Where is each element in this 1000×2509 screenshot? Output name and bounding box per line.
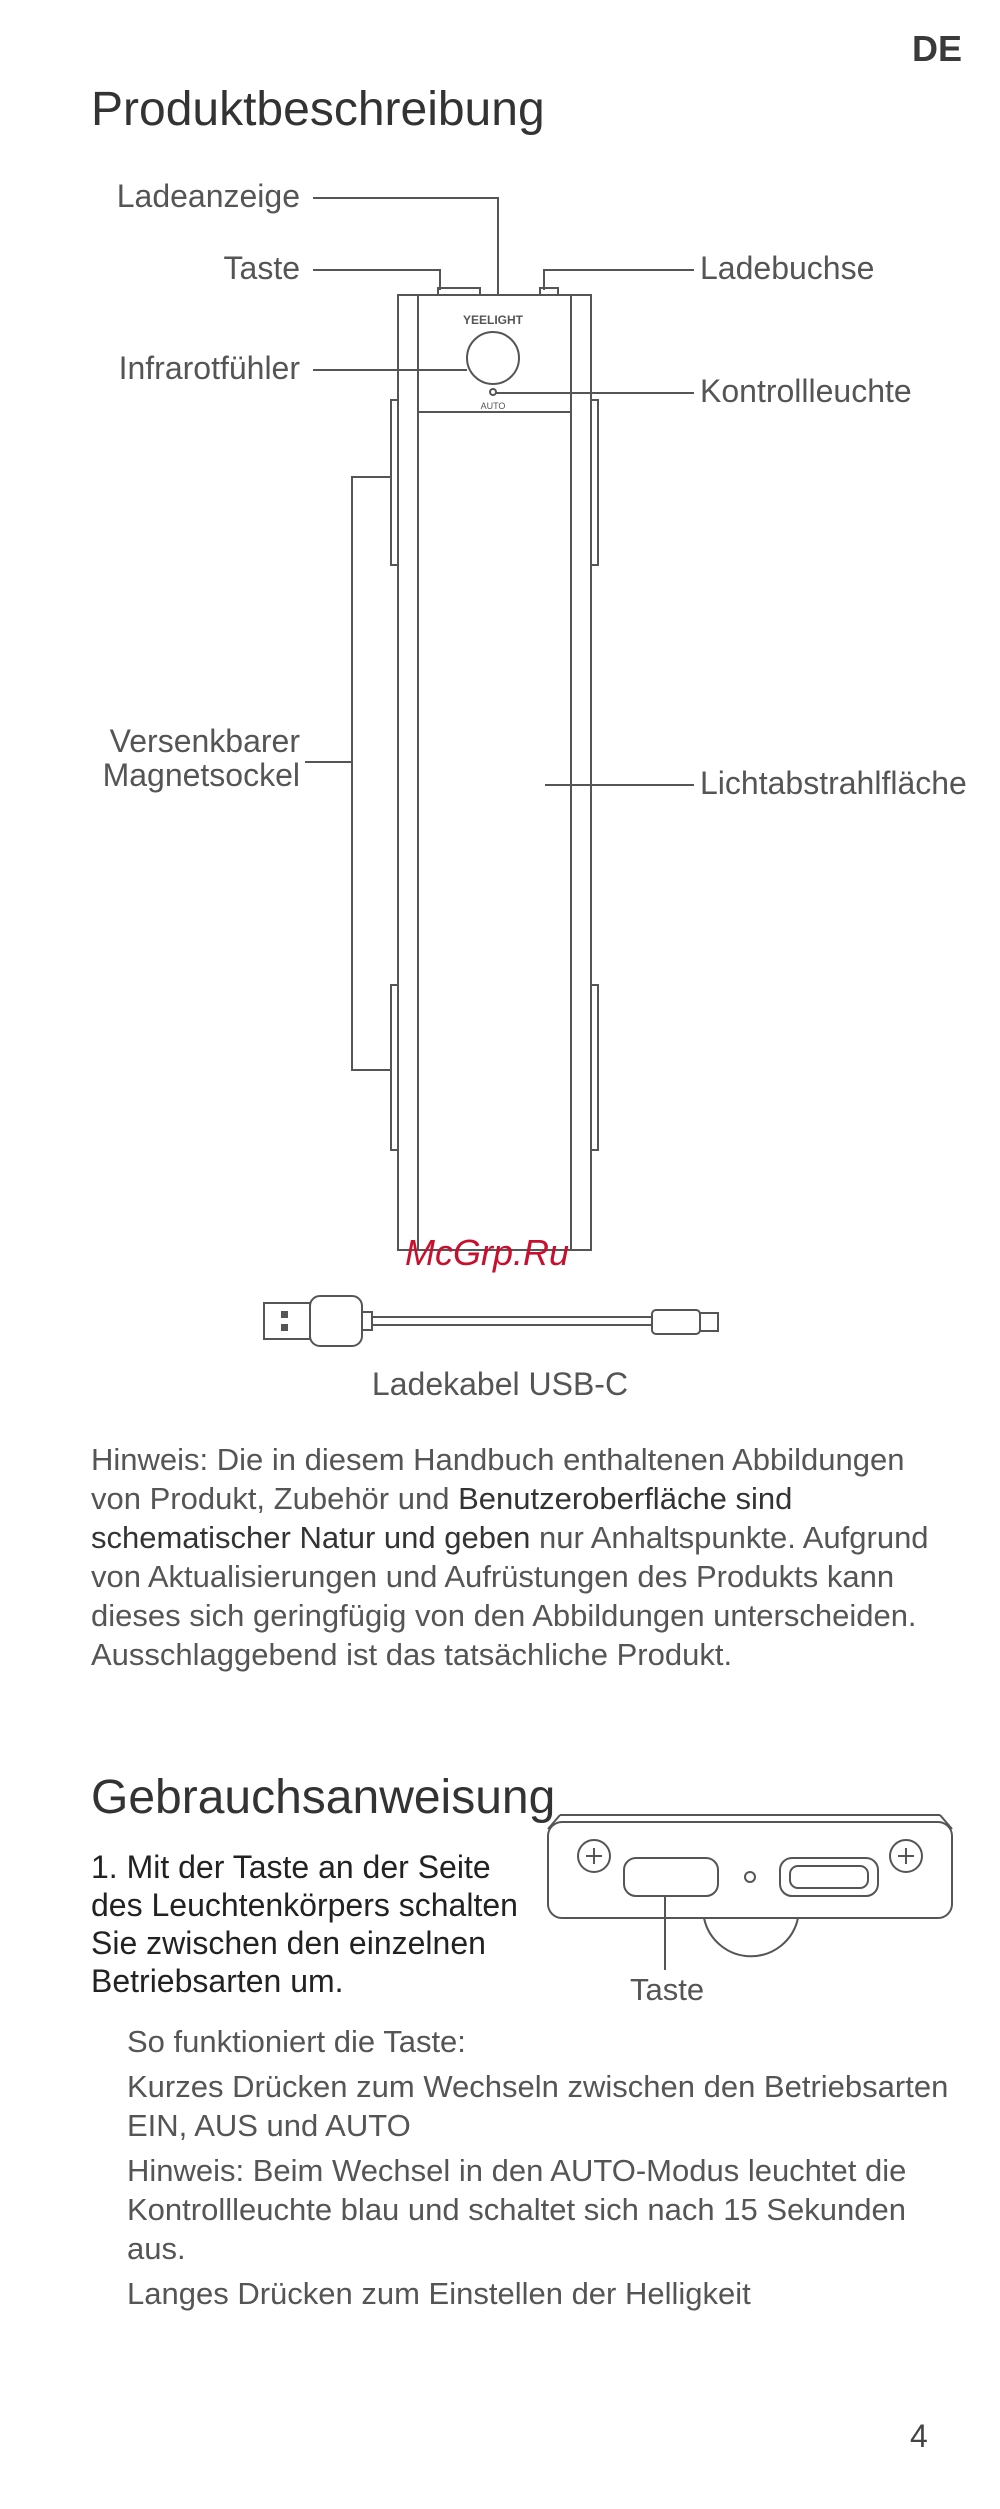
label-ladeanzeige: Ladeanzeige <box>116 178 300 214</box>
howto-line: So funktioniert die Taste: <box>127 2024 466 2059</box>
button-howto <box>127 2022 967 2319</box>
step-1-text: 1. Mit der Taste an der Seite des Leuchtenkörpers schalten Sie zwischen den einzelnen Betriebsarten um. <box>91 1849 518 1999</box>
label-magnet-line1: Versenkbarer <box>109 723 300 759</box>
infrared-sensor <box>467 332 519 384</box>
device-mode-text: AUTO <box>480 401 506 411</box>
section-title-usage: Gebrauchsanweisung <box>91 1771 556 1824</box>
label-infrarot: Infrarotfühler <box>118 350 300 386</box>
note-part1: Hinweis: Die in diesem Handbuch enthaltenen Abbildungen von Produkt, Zubehör und <box>91 1442 905 1516</box>
usb-c-plug <box>652 1310 700 1334</box>
label-taste-side: Taste <box>630 1972 705 2007</box>
label-taste: Taste <box>223 250 300 286</box>
howto-line: Hinweis: Beim Wechsel in den AUTO-Modus leuchtet die Kontrollleuchte blau und schaltet sich nach 15 Sekunden aus. <box>127 2153 907 2266</box>
device-brand-text: YEELIGHT <box>462 313 524 327</box>
language-tag: DE <box>912 28 963 69</box>
side-button <box>624 1858 718 1896</box>
section-title-product: Produktbeschreibung <box>91 83 545 136</box>
watermark: McGrp.Ru <box>405 1232 570 1273</box>
howto-line: Kurzes Drücken zum Wechseln zwischen den Betriebsarten EIN, AUS und AUTO <box>127 2069 949 2143</box>
usb-a-plug <box>264 1303 310 1339</box>
note-part3: nur Anhaltspunkte. Aufgrund von Aktualisierungen und Aufrüstungen des Produkts kann dieses sich geringfügig von den Abbildungen unterscheiden. Ausschlaggebend ist das tatsächliche Produkt. <box>91 1520 929 1672</box>
device-side-view <box>548 1822 952 1918</box>
howto-line: Langes Drücken zum Einstellen der Helligkeit <box>127 2276 751 2311</box>
device-button <box>438 288 480 295</box>
device-port <box>540 288 558 295</box>
indicator-light <box>490 389 496 395</box>
label-magnet-line2: Magnetsockel <box>102 757 300 793</box>
page-number: 4 <box>910 2418 928 2454</box>
label-ladebuchse: Ladebuchse <box>700 250 875 286</box>
note-paragraph <box>91 1440 951 1674</box>
note-part2: Benutzeroberfläche sind schematischer Natur und geben <box>91 1481 793 1555</box>
label-lichtabstrahlflaeche: Lichtabstrahlfläche <box>700 765 967 801</box>
label-magnetsockel <box>103 724 300 792</box>
device-body <box>398 295 591 1250</box>
label-kontrollleuchte: Kontrollleuchte <box>700 373 912 409</box>
cable-label: Ladekabel USB-C <box>371 1366 629 1402</box>
